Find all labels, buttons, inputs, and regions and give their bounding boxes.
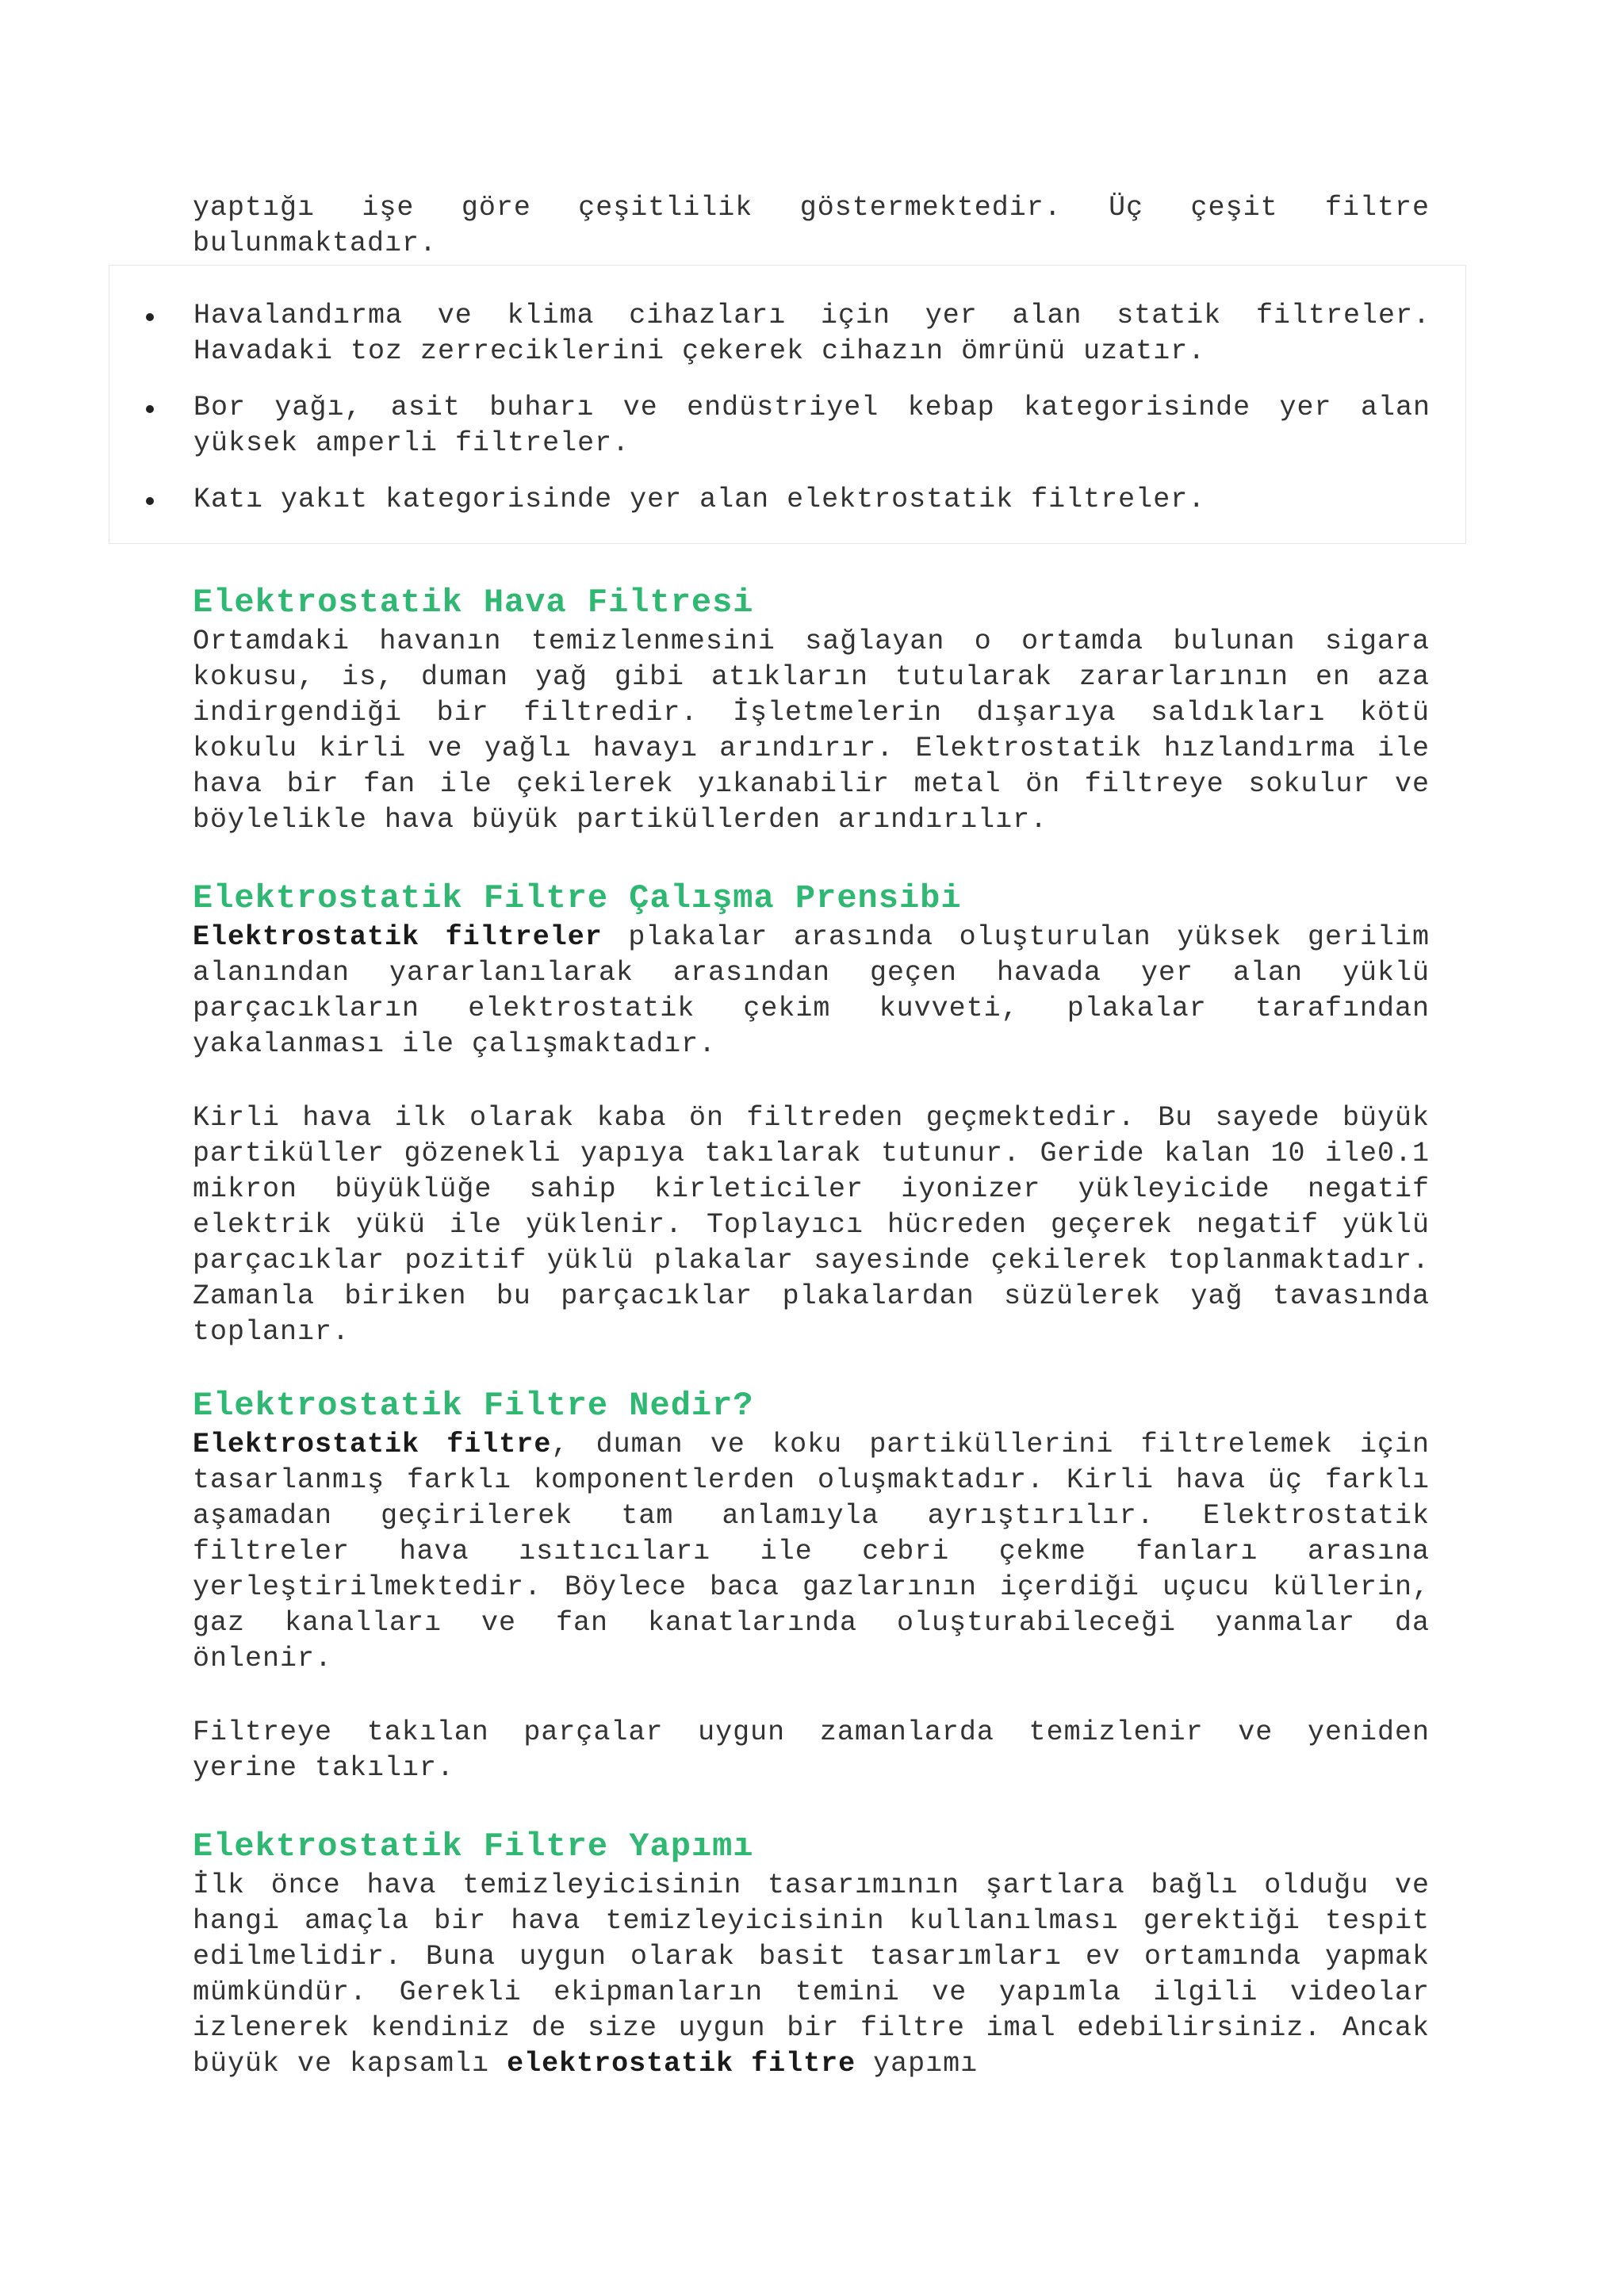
- list-item-text: Havalandırma ve klima cihazları için yer alan statik filtreler. Havadaki toz zerreciklerini çekerek cihazın ömrünü uzatır.: [193, 300, 1431, 367]
- filter-types-list-box: [109, 265, 1466, 544]
- section-heading: Elektrostatik Filtre Çalışma Prensibi: [193, 879, 962, 917]
- paragraph-text: İlk önce hava temizleyicisinin tasarımının şartlara bağlı olduğu ve hangi amaçla bir hava temizleyicisinin kullanılması gerektiği tespit edilmelidir. Buna uygun olarak basit tasarımları ev ortamında yapmak mümkündür. Gerekli ekipmanların temini ve yapımla ilgili videolar izlenerek kendiniz de size uygun bir filtre imal edebilirsiniz. Ancak büyük ve kapsamlı: [193, 1869, 1430, 2080]
- section-paragraph: [193, 1427, 1430, 1677]
- section-paragraph: [193, 1868, 1430, 2082]
- list-item-text: Katı yakıt kategorisinde yer alan elektrostatik filtreler.: [193, 484, 1206, 515]
- section-paragraph: [193, 920, 1430, 1062]
- list-item: [193, 298, 1431, 369]
- list-item-text: Bor yağı, asit buharı ve endüstriyel kebap kategorisinde yer alan yüksek amperli filtreler.: [193, 392, 1431, 459]
- section-heading: Elektrostatik Filtre Nedir?: [193, 1387, 754, 1425]
- bullet-icon: [146, 405, 154, 413]
- paragraph-text: yapımı: [856, 2048, 979, 2080]
- section-paragraph: Ortamdaki havanın temizlenmesini sağlayan o ortamda bulunan sigara kokusu, is, duman yağ gibi atıkların tutularak zararlarının en aza indirgendiği bir filtredir. İşletmelerin dışarıya saldıkları kötü kokulu kirli ve yağlı havayı arındırır. Elektrostatik hızlandırma ile hava bir fan ile çekilerek yıkanabilir metal ön filtreye sokulur ve böylelikle hava büyük partiküllerden arındırılır.: [193, 626, 1430, 836]
- bold-term: Elektrostatik filtreler: [193, 921, 603, 953]
- section-filtre-yapimi: [193, 1827, 1430, 2082]
- section-heading: Elektrostatik Filtre Yapımı: [193, 1827, 754, 1866]
- section-paragraph: Filtreye takılan parçalar uygun zamanlarda temizlenir ve yeniden yerine takılır.: [193, 1716, 1430, 1784]
- bullet-icon: [146, 497, 154, 505]
- list-item: [193, 482, 1431, 518]
- section-calisma-prensibi: [193, 878, 1430, 1350]
- bold-term: elektrostatik filtre: [507, 2048, 856, 2080]
- section-heading: Elektrostatik Hava Filtresi: [193, 584, 754, 622]
- bullet-icon: [146, 313, 154, 321]
- section-paragraph: Kirli hava ilk olarak kaba ön filtreden geçmektedir. Bu sayede büyük partiküller gözenekli yapıya takılarak tutunur. Geride kalan 10 ile0.1 mikron büyüklüğe sahip kirleticiler iyonizer yükleyicide negatif elektrik yükü ile yüklenir. Toplayıcı hücreden geçerek negatif yüklü parçacıklar pozitif yüklü plakalar sayesinde çekilerek toplanmaktadır. Zamanla biriken bu parçacıklar plakalardan süzülerek yağ tavasında toplanır.: [193, 1102, 1430, 1348]
- section-elektrostatik-hava-filtresi: [193, 583, 1430, 838]
- bold-term: Elektrostatik filtre: [193, 1429, 552, 1460]
- paragraph-text: plakalar arasında oluşturulan yüksek gerilim alanından yararlanılarak arasından geçen havada yer alan yüklü parçacıkların elektrostatik çekim kuvveti, plakalar tarafından yakalanması ile çalışmaktadır.: [193, 921, 1430, 1060]
- paragraph-text: , duman ve koku partiküllerini filtrelemek için tasarlanmış farklı komponentlerden oluşmaktadır. Kirli hava üç farklı aşamadan geçirilerek tam anlamıyla ayrıştırılır. Elektrostatik filtreler hava ısıtıcıları ile cebri çekme fanları arasına yerleştirilmektedir. Böylece baca gazlarının içerdiği uçucu küllerin, gaz kanalları ve fan kanatlarında oluşturabileceği yanmalar da önlenir.: [193, 1429, 1430, 1674]
- list-item: [193, 390, 1431, 461]
- intro-paragraph: yaptığı işe göre çeşitlilik göstermektedir. Üç çeşit filtre bulunmaktadır.: [193, 192, 1430, 259]
- section-filtre-nedir: [193, 1386, 1430, 1786]
